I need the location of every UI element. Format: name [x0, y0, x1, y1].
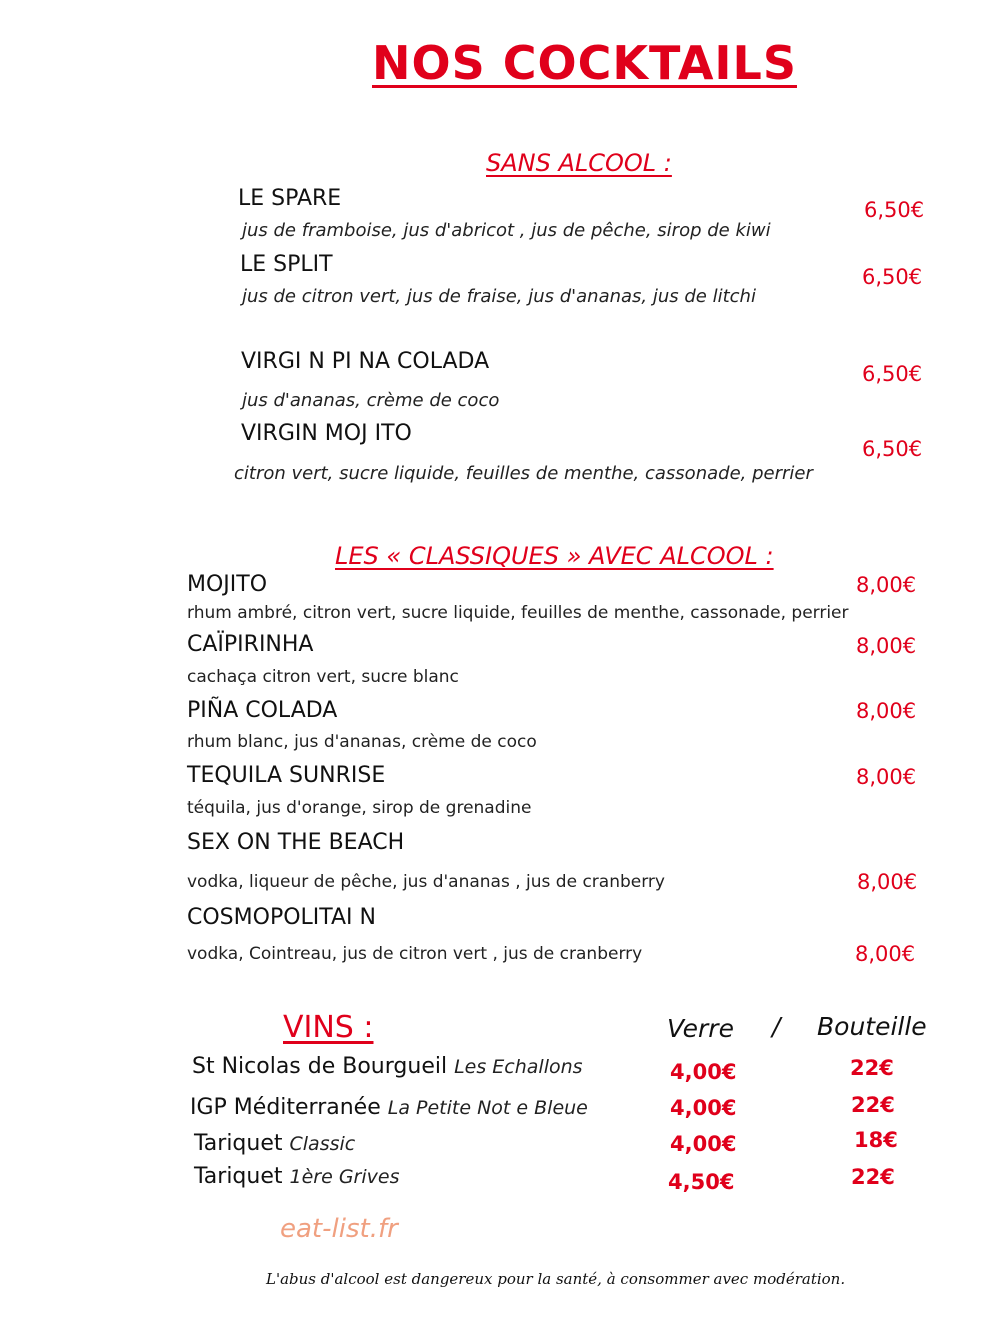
column-header-verre: Verre — [667, 1014, 734, 1043]
column-header-separator: / — [772, 1012, 781, 1041]
cocktail-description: vodka, Cointreau, jus de citron vert , jus de cranberry — [187, 944, 643, 964]
wine-price-bouteille: 18€ — [854, 1128, 898, 1152]
cocktail-description: citron vert, sucre liquide, feuilles de menthe, cassonade, perrier — [234, 463, 813, 484]
cocktail-price: 6,50€ — [862, 362, 923, 386]
wine-price-bouteille: 22€ — [851, 1165, 895, 1189]
page-title: NOS COCKTAILS — [372, 36, 797, 90]
cocktail-price: 8,00€ — [857, 870, 918, 894]
wine-price-verre: 4,00€ — [670, 1060, 737, 1084]
wine-cuvee: Les Echallons — [454, 1056, 583, 1078]
wine-price-bouteille: 22€ — [850, 1056, 894, 1080]
cocktail-name: LE SPARE — [238, 186, 342, 211]
cocktail-name: CAÏPIRINHA — [187, 632, 314, 657]
wine-price-bouteille: 22€ — [851, 1093, 895, 1117]
cocktail-name: SEX ON THE BEACH — [187, 830, 405, 855]
wine-price-verre: 4,00€ — [670, 1132, 737, 1156]
cocktail-description: cachaça citron vert, sucre blanc — [187, 667, 459, 687]
section-heading-sans-alcool: SANS ALCOOL : — [486, 149, 672, 177]
cocktail-price: 8,00€ — [856, 573, 917, 597]
wine-cuvee: 1ère Grives — [289, 1166, 400, 1188]
cocktail-description: rhum ambré, citron vert, sucre liquide, feuilles de menthe, cassonade, perrier — [187, 603, 849, 623]
disclaimer: L'abus d'alcool est dangereux pour la santé, à consommer avec modération. — [266, 1270, 846, 1288]
wine-row — [190, 1095, 588, 1120]
cocktail-description: rhum blanc, jus d'ananas, crème de coco — [187, 732, 537, 752]
cocktail-price: 8,00€ — [856, 765, 917, 789]
cocktail-price: 8,00€ — [855, 942, 916, 966]
watermark: eat-list.fr — [280, 1214, 398, 1244]
wine-cuvee: Classic — [289, 1133, 356, 1155]
cocktail-price: 8,00€ — [856, 634, 917, 658]
cocktail-description: jus de citron vert, jus de fraise, jus d'ananas, jus de litchi — [242, 286, 756, 307]
cocktail-price: 8,00€ — [856, 699, 917, 723]
wine-name: Tariquet — [194, 1131, 283, 1156]
section-heading-vins: VINS : — [283, 1010, 374, 1045]
cocktail-name: LE SPLIT — [240, 252, 333, 277]
wine-name: IGP Méditerranée — [190, 1095, 381, 1120]
cocktail-name: VIRGIN MOJ ITO — [241, 421, 412, 446]
wine-cuvee: La Petite Not e Bleue — [387, 1097, 588, 1119]
cocktail-name: VIRGI N PI NA COLADA — [241, 349, 490, 374]
cocktail-description: jus d'ananas, crème de coco — [242, 390, 500, 411]
wine-row — [192, 1054, 583, 1079]
cocktail-price: 6,50€ — [862, 265, 923, 289]
wine-row — [194, 1131, 355, 1156]
cocktail-name: TEQUILA SUNRISE — [187, 763, 386, 788]
cocktail-description: jus de framboise, jus d'abricot , jus de pêche, sirop de kiwi — [242, 220, 771, 241]
cocktail-price: 6,50€ — [864, 198, 925, 222]
cocktail-name: COSMOPOLITAI N — [187, 905, 376, 930]
cocktail-description: téquila, jus d'orange, sirop de grenadine — [187, 798, 532, 818]
wine-name: St Nicolas de Bourgueil — [192, 1054, 448, 1079]
wine-name: Tariquet — [194, 1164, 283, 1189]
cocktail-price: 6,50€ — [862, 437, 923, 461]
cocktail-name: PIÑA COLADA — [187, 698, 338, 723]
column-header-bouteille: Bouteille — [817, 1012, 927, 1041]
wine-price-verre: 4,00€ — [670, 1096, 737, 1120]
wine-row — [194, 1164, 399, 1189]
section-heading-classiques: LES « CLASSIQUES » AVEC ALCOOL : — [335, 542, 774, 570]
cocktail-description: vodka, liqueur de pêche, jus d'ananas , jus de cranberry — [187, 872, 665, 892]
cocktail-name: MOJITO — [187, 572, 268, 597]
wine-price-verre: 4,50€ — [668, 1170, 735, 1194]
